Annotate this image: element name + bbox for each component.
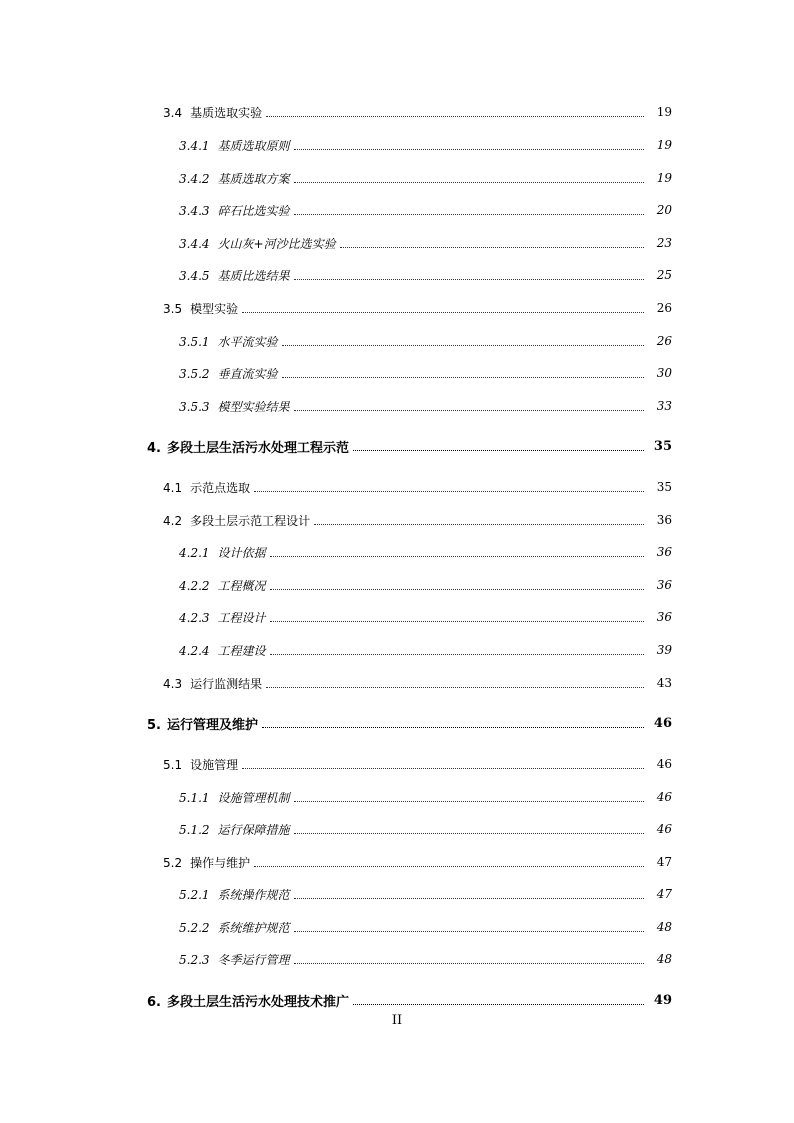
toc-entry-label: 水平流实验 [217,334,278,349]
toc-entry[interactable] [0,851,794,873]
toc-entry-page: 35 [656,480,672,494]
toc-entry-page: 30 [656,366,672,380]
toc-entry-label: 设施管理 [190,757,239,772]
toc-entry-page: 25 [656,268,672,282]
toc-entry[interactable] [0,672,794,694]
dot-leader [254,491,644,492]
toc-entry-number: 3.4.5 [179,268,210,283]
dot-leader [294,801,644,802]
toc-entry-page: 48 [656,920,672,934]
toc-entry-page: 39 [656,643,672,657]
toc-entry-title [179,170,292,187]
toc-entry-number: 4.2.3 [179,610,210,625]
toc-entry-title [179,365,280,382]
toc-entry-title [179,202,292,219]
toc-entry[interactable] [0,232,794,254]
toc-entry[interactable] [0,476,794,498]
dot-leader [353,450,644,451]
dot-leader [270,589,644,590]
toc-entry-title [163,512,312,529]
toc-entry-number: 4.2.2 [179,578,210,593]
toc-entry-number: 5.1 [163,757,183,772]
toc-entry[interactable] [0,330,794,352]
toc-entry-title [179,544,268,561]
dot-leader [270,556,644,557]
toc-entry-title [179,577,268,594]
dot-leader [270,654,644,655]
toc-entry-label: 工程建设 [217,643,266,658]
dot-leader [266,116,644,117]
toc-entry-label: 多段土层示范工程设计 [190,513,311,528]
toc-entry[interactable] [0,199,794,221]
toc-entry[interactable] [0,948,794,970]
toc-entry-number: 4.2.4 [179,643,210,658]
toc-entry[interactable] [0,541,794,563]
toc-entry-number: 5.2.2 [179,920,210,935]
toc-entry-label: 设施管理机制 [217,790,290,805]
toc-entry-title [179,137,292,154]
dot-leader [242,768,644,769]
toc-entry-title [179,398,292,415]
toc-entry-number: 4.2 [163,513,183,528]
toc-entry-title [163,479,252,496]
toc-entry-number: 5.2.1 [179,887,210,902]
toc-entry-page: 49 [653,992,672,1008]
dot-leader [294,149,644,150]
toc-entry-page: 36 [656,610,672,624]
toc-entry-number: 3.5 [163,301,183,316]
toc-entry-page: 47 [656,855,672,869]
toc-entry[interactable] [0,786,794,808]
toc-entry[interactable] [0,989,794,1011]
toc-entry-page: 36 [656,578,672,592]
dot-leader [294,214,644,215]
toc-entry-page: 26 [656,301,672,315]
toc-entry-title [179,886,292,903]
toc-entry-label: 系统维护规范 [217,920,290,935]
toc-entry-label: 工程设计 [217,610,266,625]
toc-entry-page: 36 [656,545,672,559]
toc-entry-title [179,235,338,252]
dot-leader [294,279,644,280]
toc-entry[interactable] [0,395,794,417]
toc-entry-label: 垂直流实验 [217,366,278,381]
toc-entry-title [163,756,240,773]
toc-entry-title [179,609,268,626]
dot-leader [340,247,644,248]
toc-entry-number: 3.4 [163,105,183,120]
toc-entry-title [179,333,280,350]
toc-entry[interactable] [0,753,794,775]
toc-entry-label: 基质比选结果 [217,268,290,283]
toc-entry-page: 23 [656,236,672,250]
dot-leader [294,931,644,932]
toc-entry-title [163,675,264,692]
toc-entry-page: 20 [656,203,672,217]
toc-entry-number: 5.2.3 [179,952,210,967]
toc-entry-page: 46 [656,757,672,771]
toc-entry[interactable] [0,639,794,661]
dot-leader [266,687,644,688]
toc-entry-label: 运行保障措施 [217,822,290,837]
dot-leader [294,898,644,899]
toc-entry-number: 6. [147,994,161,1010]
dot-leader [262,727,644,728]
toc-entry-page: 43 [656,676,672,690]
dot-leader [282,345,644,346]
toc-entry-number: 5.1.1 [179,790,210,805]
toc-entry-label: 火山灰+河沙比选实验 [217,236,336,251]
page-number-footer: II [391,1013,403,1028]
toc-entry-page: 19 [656,171,672,185]
toc-entry-label: 基质选取原则 [217,138,290,153]
dot-leader [353,1004,644,1005]
toc-entry[interactable] [0,712,794,734]
toc-entry-title [179,951,292,968]
toc-entry-label: 设计依据 [217,545,266,560]
toc-entry-label: 示范点选取 [190,480,251,495]
toc-entry-page: 36 [656,513,672,527]
toc-entry-number: 4.3 [163,676,183,691]
toc-entry-label: 运行管理及维护 [166,717,258,733]
dot-leader [270,621,644,622]
dot-leader [254,866,644,867]
toc-entry-number: 4.1 [163,480,183,495]
toc-entry-title [163,104,264,121]
dot-leader [294,833,644,834]
dot-leader [282,377,644,378]
toc-entry-title [179,919,292,936]
toc-entry-number: 3.4.2 [179,171,210,186]
toc-entry-page: 47 [656,887,672,901]
toc-entry-label: 多段土层生活污水处理技术推广 [166,994,349,1010]
toc-entry-label: 运行监测结果 [190,676,263,691]
toc-entry-label: 模型实验 [190,301,239,316]
toc-entry-label: 冬季运行管理 [217,952,290,967]
dot-leader [294,410,644,411]
toc-entry-page: 46 [656,822,672,836]
toc-entry-number: 5.1.2 [179,822,210,837]
toc-entry-number: 3.4.1 [179,138,210,153]
toc-entry[interactable] [0,435,794,457]
dot-leader [294,182,644,183]
toc-entry-title [179,267,292,284]
toc-entry-label: 多段土层生活污水处理工程示范 [166,440,349,456]
toc-entry[interactable] [0,134,794,156]
toc-entry-number: 3.4.3 [179,203,210,218]
toc-entry-page: 26 [656,334,672,348]
toc-entry-title [147,437,351,456]
toc-entry-label: 操作与维护 [190,855,251,870]
toc-entry-title [179,642,268,659]
toc-entry-page: 35 [653,438,672,454]
toc-entry-page: 46 [656,790,672,804]
toc-entry[interactable] [0,883,794,905]
toc-entry-page: 19 [656,138,672,152]
toc-entry[interactable] [0,101,794,123]
toc-entry-title [147,714,260,733]
toc-entry-title [147,991,351,1010]
toc-entry[interactable] [0,509,794,531]
toc-entry-page: 46 [653,715,672,731]
toc-entry-number: 3.5.3 [179,399,210,414]
toc-entry-label: 工程概况 [217,578,266,593]
toc-entry[interactable] [0,606,794,628]
toc-entry-number: 4.2.1 [179,545,210,560]
toc-entry[interactable] [0,297,794,319]
toc-entry-number: 3.5.2 [179,366,210,381]
toc-entry[interactable] [0,818,794,840]
toc-entry-title [179,821,292,838]
dot-leader [294,963,644,964]
toc-entry-number: 5. [147,717,161,733]
toc-entry[interactable] [0,916,794,938]
toc-entry-label: 碎石比选实验 [217,203,290,218]
dot-leader [314,524,644,525]
toc-entry-title [163,300,240,317]
toc-entry-title [179,789,292,806]
toc-entry-label: 系统操作规范 [217,887,290,902]
toc-entry-number: 4. [147,440,161,456]
toc-entry[interactable] [0,574,794,596]
toc-entry[interactable] [0,167,794,189]
toc-entry-number: 5.2 [163,855,183,870]
toc-entry[interactable] [0,264,794,286]
toc-entry-page: 48 [656,952,672,966]
dot-leader [242,312,644,313]
toc-entry-label: 基质选取方案 [217,171,290,186]
toc-entry-title [163,854,252,871]
toc-entry-page: 33 [656,399,672,413]
toc-entry-label: 基质选取实验 [190,105,263,120]
toc-entry-label: 模型实验结果 [217,399,290,414]
toc-entry[interactable] [0,362,794,384]
toc-entry-number: 3.4.4 [179,236,210,251]
toc-entry-page: 19 [656,105,672,119]
toc-entry-number: 3.5.1 [179,334,210,349]
